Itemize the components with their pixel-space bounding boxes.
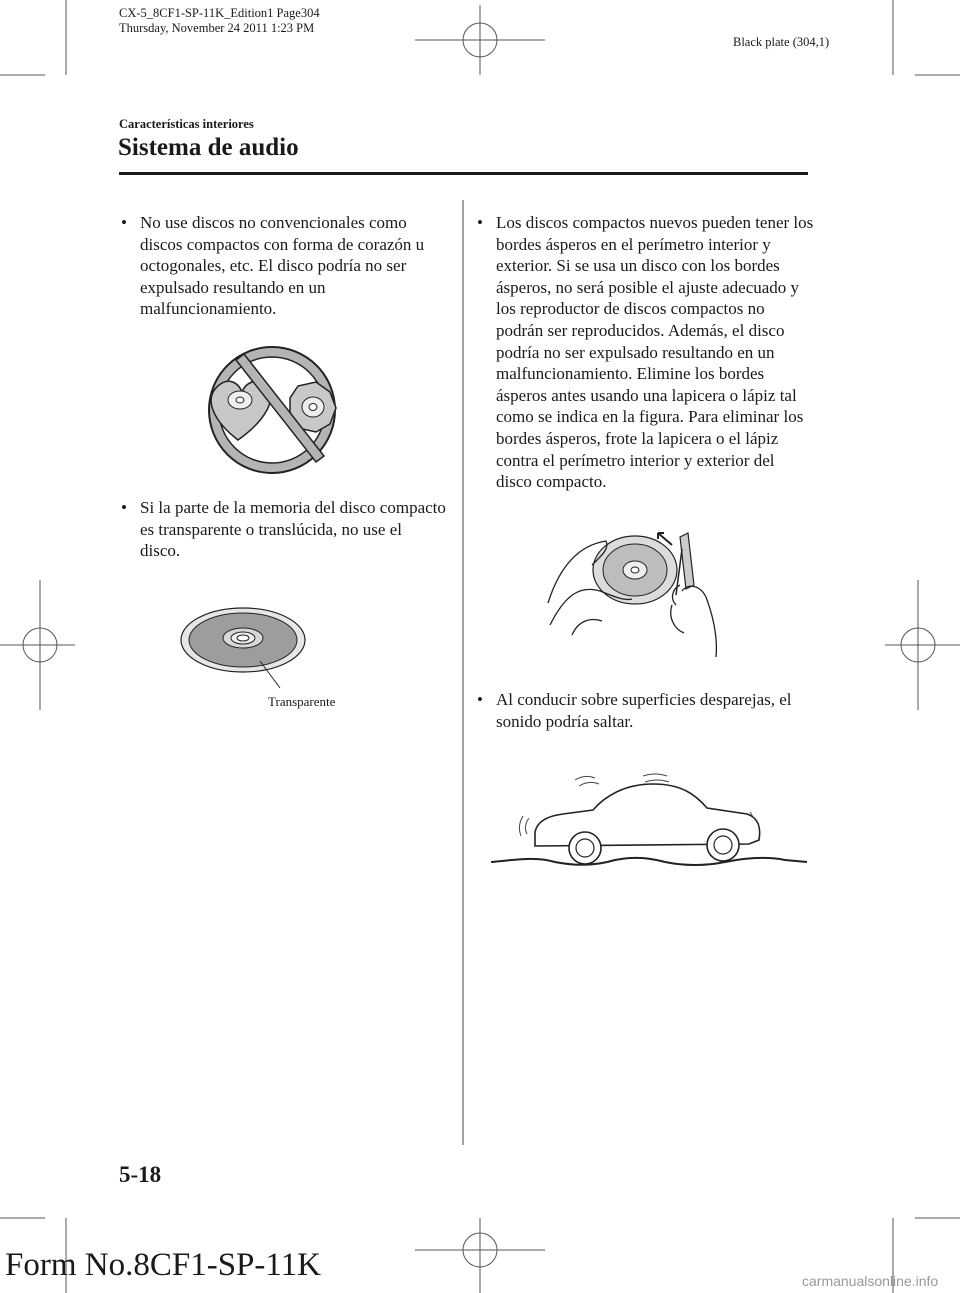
bullet-text: Al conducir sobre superficies desparejas, el sonido podría saltar. (496, 690, 792, 731)
bullet-item (477, 689, 814, 732)
bullet-dot: • (121, 498, 127, 517)
watermark: carmanualsonline.info (802, 1273, 939, 1289)
odd-shaped-disc-prohibited-figure (200, 340, 360, 480)
file-date: Thursday, November 24 2011 1:23 PM (119, 21, 315, 35)
bullet-item (477, 212, 814, 493)
right-column-2 (477, 689, 814, 732)
bullet-item (121, 212, 446, 320)
transparent-label: Transparente (268, 694, 336, 709)
bullet-dot: • (121, 213, 127, 232)
remove-rough-edges-figure (540, 525, 760, 665)
bullet-dot: • (477, 690, 483, 709)
form-number: Form No.8CF1-SP-11K (5, 1247, 321, 1283)
file-name: CX-5_8CF1-SP-11K_Edition1 Page304 (119, 6, 320, 20)
bullet-text: No use discos no convencionales como discos compactos con forma de corazón u octogonales, etc. El disco podría no ser expulsado resultando en un malfuncionamiento. (140, 213, 425, 319)
bullet-text: Los discos compactos nuevos pueden tener los bordes ásperos en el perímetro interior y exterior. Si se usa un disco con los bordes ásperos, no será posible el ajuste adecuado y los reproductor de discos compactos no podrán ser reproducidos. Además, el disco podría no ser expulsado resultando en un malfuncionamiento. Elimine los bordes ásperos antes usando una lapicera o lápiz tal como se indica en la figura. Para eliminar los bordes ásperos, frote la lapicera o el lápiz contra el perímetro interior y exterior del disco compacto. (496, 213, 814, 492)
car-uneven-road-figure (485, 770, 810, 880)
section-label: Características interiores (119, 117, 254, 131)
plate-label: Black plate (304,1) (733, 35, 830, 49)
bullet-text: Si la parte de la memoria del disco compacto es transparente o translúcida, no use el disco. (140, 498, 446, 561)
left-column (121, 212, 446, 320)
bullet-item (121, 497, 446, 562)
bullet-dot: • (477, 213, 483, 232)
page-number: 5-18 (119, 1162, 162, 1187)
transparent-disc-figure (180, 600, 330, 695)
right-column (477, 212, 814, 493)
file-info (119, 6, 320, 36)
title-rule (119, 172, 808, 175)
page-title: Sistema de audio (118, 134, 299, 161)
left-column-2 (121, 497, 446, 562)
